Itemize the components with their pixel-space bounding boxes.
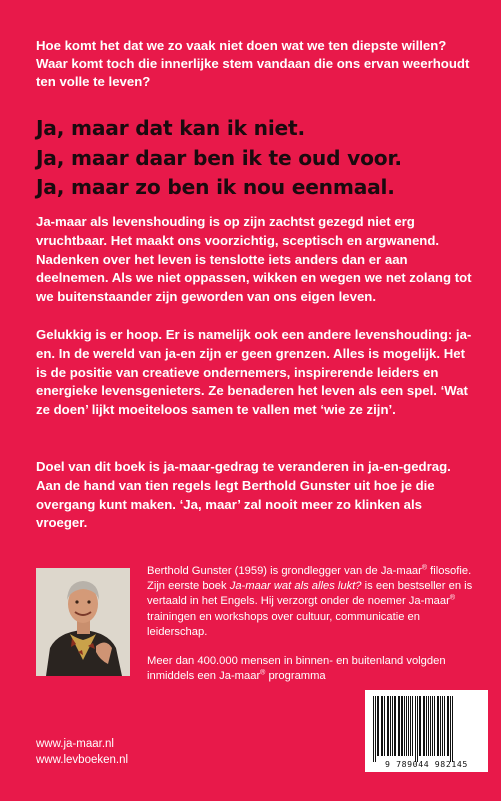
barcode-bar [432,696,433,756]
barcode-bar [417,696,418,762]
barcode-bar [440,696,441,756]
bio-text-3: is een bestseller en is vertaald in het Engels. Hij verzorgt onder de noemer Ja-maar [147,580,473,608]
paragraph-doel: Doel van dit boek is ja-maar-gedrag te veranderen in ja-en-gedrag. Aan de hand van tien regels legt Berthold Gunster uit hoe je die overgang kunt maken. ‘Ja, maar’ zal nooit meer zo klinken als vroeger. [36,459,451,531]
barcode-bar [404,696,405,756]
barcode-bar [452,696,453,762]
barcode-bar [375,696,376,762]
author-stats [147,654,482,684]
slogan-2: Ja, maar daar ben ik te oud voor. [36,145,402,170]
barcode-bar [447,696,449,756]
barcode-bar [406,696,407,756]
bio-text-2: filosofie. Zijn eerste boek [147,565,472,593]
registered-mark: ® [260,669,266,677]
barcode-bar [434,696,435,756]
barcode-bar [437,696,439,756]
barcode-bar [415,696,416,762]
barcode-bar [426,696,427,756]
barcode-bar [401,696,403,756]
barcode [365,690,488,772]
slogan-1: Ja, maar dat kan ik niet. [36,116,305,140]
barcode-bar [373,696,374,762]
registered-mark: ® [421,564,428,572]
barcode-bar [390,696,391,756]
url-list [36,736,128,768]
bio-text-1: Berthold Gunster (1959) is grondlegger van de Ja-maar [147,565,422,577]
paragraph-ja-maar: Ja-maar als levenshouding is op zijn zachtst gezegd niet erg vruchtbaar. Het maakt ons voorzichtig, sceptisch en argwanend. Nadenken over het leven is tenslotte iets anders dan er aan deelnemen. Als we niet oppassen, wikken en wegen we net zolang tot we buitenstaander zijn geworden van ons eigen leven. [36,214,472,305]
barcode-bar [444,696,445,756]
barcode-bar [410,696,411,756]
url-ja-maar[interactable]: www.ja-maar.nl [36,738,114,750]
paragraph-ja-en: Gelukkig is er hoop. Er is namelijk ook een andere levenshouding: ja-en. In de wereld van ja-en zijn er geen grenzen. Alles is mogelijk. Het is de positie van creatieve ondernemers, inspirerende leiders en energieke levensgenieters. Ze benaderen het leven als een spel. ‘Wat ze doen’ lijkt moeiteloos samen te vallen met ‘wie ze zijn’. [36,327,472,418]
registered-mark: ® [449,594,456,602]
barcode-bar [450,696,451,762]
stats-text-1: Meer dan 400.000 mensen in binnen- en buitenland volgden inmiddels een Ja-maar [147,655,446,683]
slogan-3: Ja, maar zo ben ik nou eenmaal. [36,175,395,199]
stats-text-2: programma [265,670,326,683]
url-levboeken[interactable]: www.levboeken.nl [36,754,129,766]
barcode-bar [398,696,400,756]
author-portrait-icon [36,568,130,676]
barcode-bar [412,696,413,756]
barcode-bar [442,696,443,756]
barcode-number: 9 789044 982145 [385,759,468,769]
book-title: Ja-maar wat als alles lukt? [229,580,362,593]
author-bio [147,564,482,640]
intro-text: Hoe komt het dat we zo vaak niet doen wat we ten diepste willen? Waar komt toch die innerlijke stem vandaan die ons ervan weerhoudt ten volle te leven? [36,38,470,89]
barcode-bar [387,696,389,756]
barcode-bar [392,696,393,756]
barcode-bar [430,696,431,756]
barcode-bar [419,696,421,756]
barcode-bar [423,696,425,756]
author-photo [36,568,130,676]
bio-text-4: trainingen en workshops over cultuur, communicatie en leiderschap. [147,610,420,638]
barcode-bar [381,696,383,756]
barcode-bar [408,696,409,756]
barcode-bar [394,696,396,756]
barcode-bar [377,696,379,756]
barcode-bar [428,696,429,756]
barcode-bar [384,696,385,756]
slogan-list [36,114,486,203]
